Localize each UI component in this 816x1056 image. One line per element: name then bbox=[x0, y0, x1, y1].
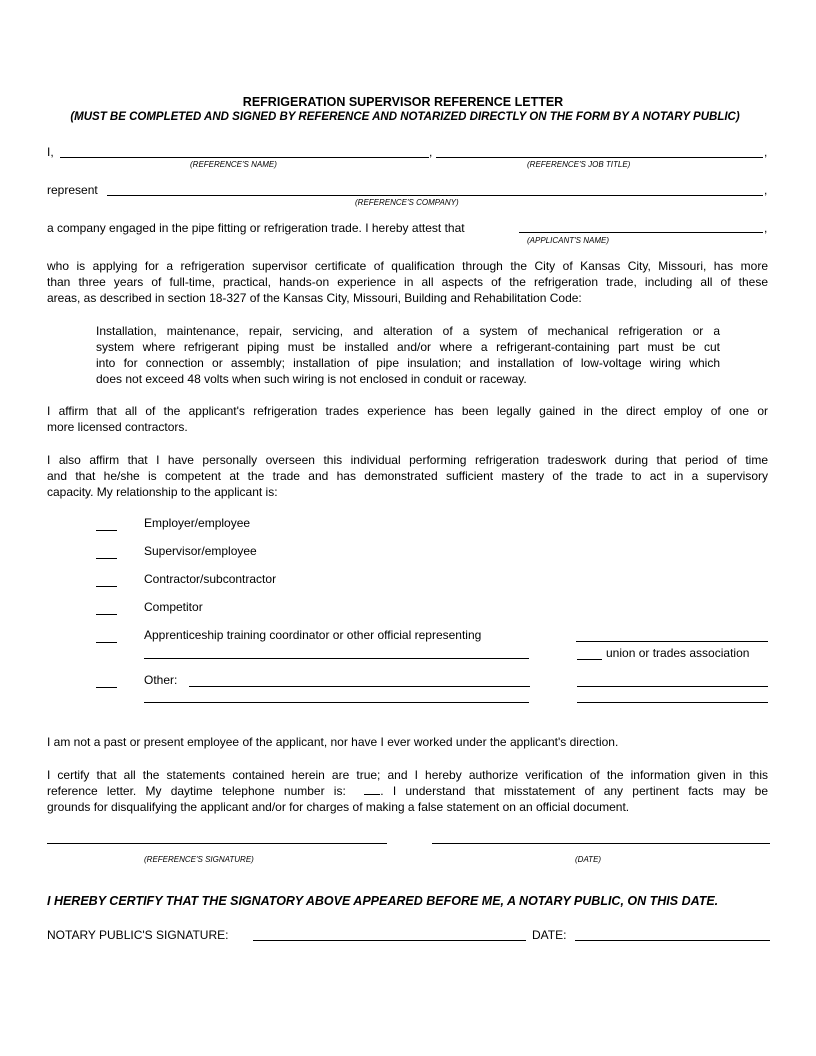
experience-line-2: than three years of full-time, practical, hands-on experience in all aspects of the refrigeration trade, including all of these bbox=[47, 275, 768, 289]
apprenticeship-detail-field[interactable] bbox=[144, 658, 529, 659]
other-checkbox[interactable] bbox=[96, 687, 117, 688]
union-name-field[interactable] bbox=[576, 641, 768, 642]
quote-line-1: Installation, maintenance, repair, servicing, and alteration of a system of mechanical refrigeration or a bbox=[96, 324, 720, 338]
phone-number-field[interactable] bbox=[364, 783, 380, 795]
certify-line-1: I certify that all the statements contained herein are true; and I hereby authorize verification of the information given in this bbox=[47, 768, 768, 782]
reference-name-caption: (REFERENCE'S NAME) bbox=[190, 160, 277, 169]
line1-comma: , bbox=[429, 145, 433, 159]
not-employee-statement: I am not a past or present employee of the applicant, nor have I ever worked under the applicant's direction. bbox=[47, 735, 619, 749]
quote-line-3: into for connection or assembly; installation of pipe insulation; and installation of low-voltage wiring which bbox=[96, 356, 720, 370]
line1-prefix: I, bbox=[47, 145, 54, 159]
line1-comma-end: , bbox=[764, 145, 768, 159]
apprenticeship-option-label: Apprenticeship training coordinator or other official representing bbox=[144, 628, 482, 642]
quote-line-2: system where refrigerant piping must be installed and/or where a refrigerant-containing part must be cut bbox=[96, 340, 720, 354]
affirm-line-1: I affirm that all of the applicant's refrigeration trades experience has been legally gained in the direct employ of one or bbox=[47, 404, 768, 418]
contractor-option-label: Contractor/subcontractor bbox=[144, 572, 277, 586]
other-detail-field-2[interactable] bbox=[577, 686, 768, 687]
experience-line-1: who is applying for a refrigeration supervisor certificate of qualification through the City of Kansas City, Missouri, has more bbox=[47, 259, 768, 273]
notary-date-field[interactable] bbox=[575, 940, 770, 941]
competitor-option-label: Competitor bbox=[144, 600, 203, 614]
notary-signature-label: NOTARY PUBLIC'S SIGNATURE: bbox=[47, 928, 229, 942]
other-detail-field-1[interactable] bbox=[189, 686, 530, 687]
experience-line-3: areas, as described in section 18-327 of the Kansas City, Missouri, Building and Rehabilitation Code: bbox=[47, 291, 582, 305]
reference-company-field[interactable] bbox=[107, 195, 763, 196]
experience-paragraph bbox=[47, 258, 768, 306]
contractor-checkbox[interactable] bbox=[96, 586, 117, 587]
notary-certification: I HEREBY CERTIFY THAT THE SIGNATORY ABOVE APPEARED BEFORE ME, A NOTARY PUBLIC, ON THIS DATE. bbox=[47, 894, 719, 908]
competitor-checkbox[interactable] bbox=[96, 614, 117, 615]
reference-job-title-field[interactable] bbox=[436, 157, 763, 158]
reference-signature-caption: (REFERENCE'S SIGNATURE) bbox=[144, 855, 254, 864]
supervisor-option-label: Supervisor/employee bbox=[144, 544, 257, 558]
other-detail-field-3[interactable] bbox=[144, 702, 529, 703]
quote-line-4: does not exceed 48 volts when such wiring is not enclosed in conduit or raceway. bbox=[96, 372, 527, 386]
affirm-paragraph bbox=[47, 403, 768, 435]
affirm-line-2: more licensed contractors. bbox=[47, 420, 188, 434]
oversight-line-3: capacity. My relationship to the applicant is: bbox=[47, 485, 278, 499]
line3-comma: , bbox=[764, 221, 768, 235]
oversight-paragraph bbox=[47, 452, 768, 500]
certify-paragraph bbox=[47, 767, 768, 815]
other-option-label: Other: bbox=[144, 673, 178, 687]
line2-comma: , bbox=[764, 183, 768, 197]
line3-text: a company engaged in the pipe fitting or refrigeration trade. I hereby attest that bbox=[47, 221, 465, 235]
oversight-line-2: and that he/she is competent at the trade and has demonstrated sufficient mastery of the trade to act in a supervisory bbox=[47, 469, 768, 483]
phone-label: reference letter. My daytime telephone number is: bbox=[47, 784, 346, 798]
code-definition-quote bbox=[96, 323, 720, 387]
employer-option-label: Employer/employee bbox=[144, 516, 251, 530]
page-title: REFRIGERATION SUPERVISOR REFERENCE LETTER bbox=[242, 95, 564, 109]
supervisor-checkbox[interactable] bbox=[96, 558, 117, 559]
signature-date-field[interactable] bbox=[432, 843, 770, 844]
page-subtitle: (MUST BE COMPLETED AND SIGNED BY REFERENCE AND NOTARIZED DIRECTLY ON THE FORM BY A NOTARY PUBLIC) bbox=[70, 111, 740, 123]
reference-job-title-caption: (REFERENCE'S JOB TITLE) bbox=[527, 160, 631, 169]
applicant-name-caption: (APPLICANT'S NAME) bbox=[527, 236, 609, 245]
union-option-label: union or trades association bbox=[606, 646, 750, 660]
oversight-line-1: I also affirm that I have personally overseen this individual performing refrigeration tradeswork during that period of time bbox=[47, 453, 768, 467]
other-detail-field-4[interactable] bbox=[577, 702, 768, 703]
certify-line-3: grounds for disqualifying the applicant and/or for charges of making a false statement on an official document. bbox=[47, 800, 630, 814]
reference-name-field[interactable] bbox=[60, 157, 429, 158]
notary-date-label: DATE: bbox=[532, 928, 567, 942]
misstatement-text: . I understand that misstatement of any pertinent facts may be bbox=[380, 784, 769, 798]
union-checkbox[interactable] bbox=[577, 659, 602, 660]
reference-signature-field[interactable] bbox=[47, 843, 387, 844]
reference-company-caption: (REFERENCE'S COMPANY) bbox=[355, 198, 459, 207]
notary-signature-field[interactable] bbox=[253, 940, 526, 941]
applicant-name-field[interactable] bbox=[519, 232, 763, 233]
certify-line-2 bbox=[47, 783, 768, 799]
signature-date-caption: (DATE) bbox=[575, 855, 602, 864]
employer-checkbox[interactable] bbox=[96, 530, 117, 531]
apprenticeship-checkbox[interactable] bbox=[96, 642, 117, 643]
line2-prefix: represent bbox=[47, 183, 98, 197]
